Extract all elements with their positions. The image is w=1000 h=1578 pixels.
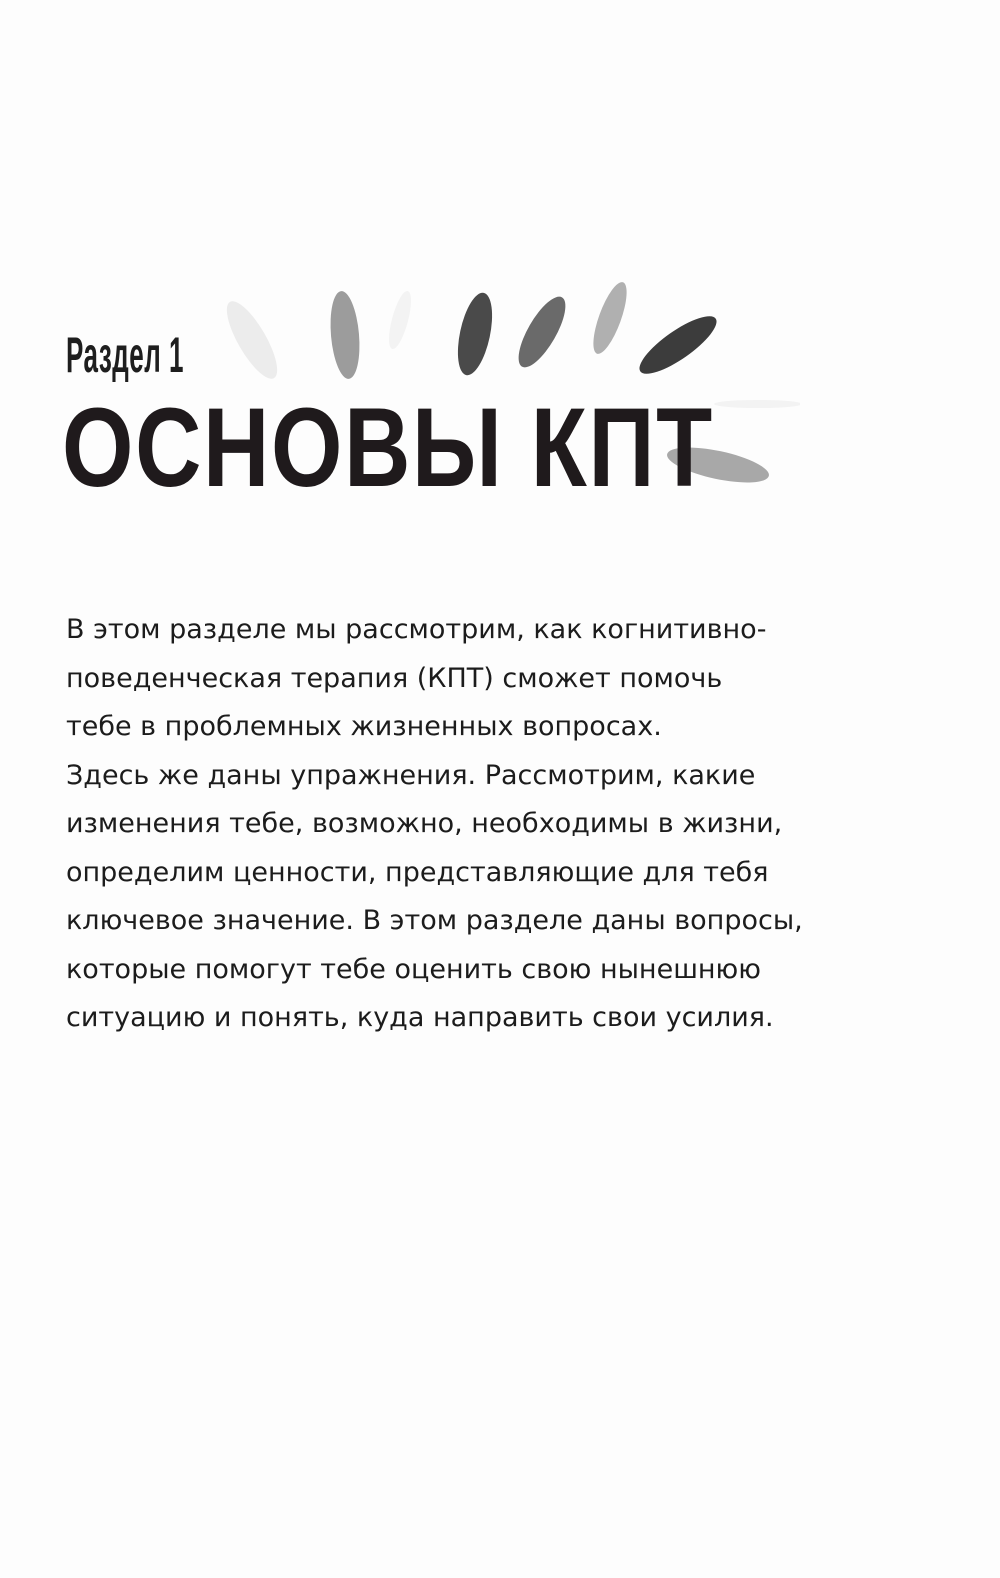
paragraph-line: поведенческая терапия (КПТ) сможет помочь	[66, 662, 723, 694]
brush-stroke-faint-right	[714, 400, 800, 408]
paragraph-line: Здесь же даны упражнения. Рассмотрим, какие	[66, 759, 756, 791]
paragraph-line: определим ценности, представляющие для тебя	[66, 856, 769, 888]
paragraph-line: изменения тебе, возможно, необходимы в жизни,	[66, 808, 783, 839]
brush-stroke-2	[452, 290, 499, 378]
paragraph-line: тебе в проблемных жизненных вопросах.	[66, 711, 662, 742]
brush-stroke-5	[632, 307, 723, 383]
brush-stroke-faint-left	[218, 295, 286, 385]
paragraph-line: ситуацию и понять, куда направить свои усилия.	[66, 1002, 774, 1033]
brush-stroke-4	[587, 279, 634, 358]
section-title: ОСНОВЫ КПТ	[62, 385, 714, 510]
paragraph-line: В этом разделе мы рассмотрим, как когнитивно-	[66, 614, 767, 645]
paragraph-line: которые помогут тебе оценить свою нынешнюю	[66, 953, 762, 985]
section-label: Раздел 1	[66, 327, 185, 383]
brush-stroke-1	[327, 290, 363, 380]
paragraph-line: ключевое значение. В этом разделе даны вопросы,	[66, 905, 803, 936]
section-intro-paragraph	[66, 606, 946, 1043]
brush-stroke-3	[510, 290, 574, 373]
brush-stroke-faint-mid	[385, 289, 416, 351]
